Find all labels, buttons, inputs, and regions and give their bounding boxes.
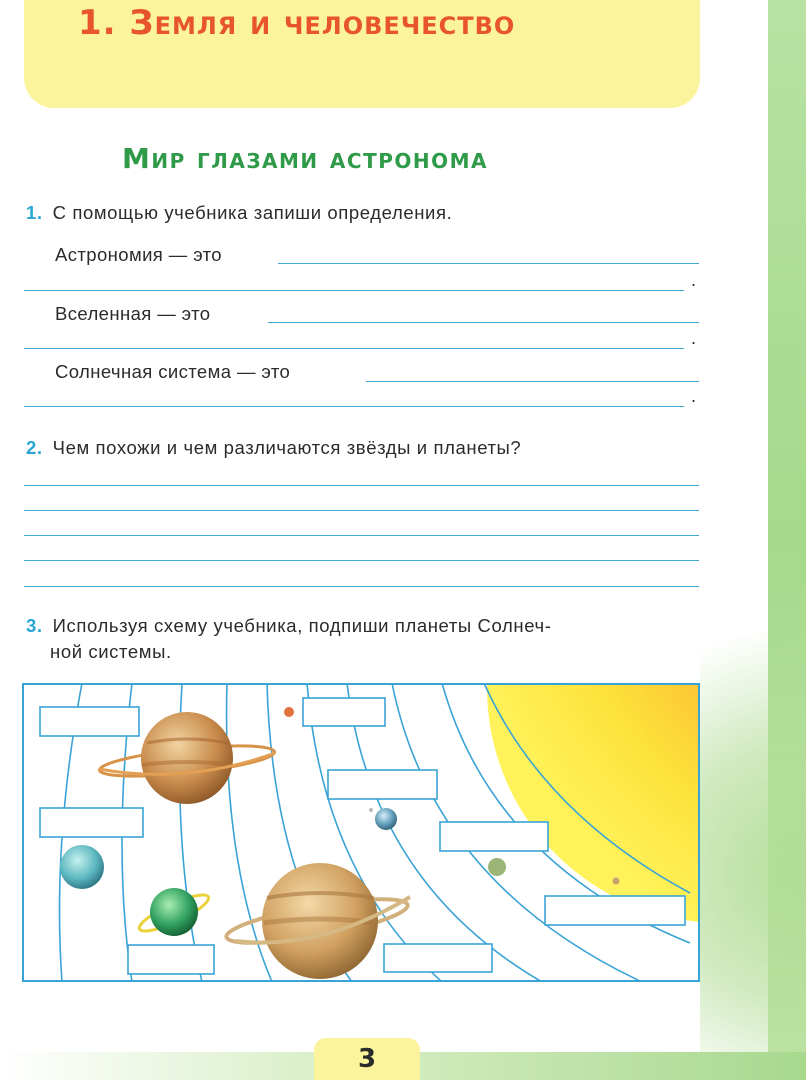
answer-line-astronomy-1[interactable]: [278, 263, 699, 264]
answer-line-astronomy-2[interactable]: [24, 290, 684, 291]
planet-mars: [284, 707, 294, 717]
solar-system-scheme: [22, 683, 701, 983]
period-universe: .: [691, 328, 697, 348]
answer-line-task2-4[interactable]: [24, 560, 699, 561]
answer-line-task2-3[interactable]: [24, 535, 699, 536]
period-astronomy: .: [691, 270, 697, 290]
task-3-text-line2: ной системы.: [50, 641, 172, 662]
moon: [369, 808, 373, 812]
task-3-text-line1: Используя схему учебника, подпиши планеты Солнеч-: [52, 615, 552, 636]
page-number: 3: [357, 1044, 377, 1074]
planet-label-box: [545, 896, 685, 925]
task-3-number: 3.: [26, 615, 43, 636]
planet-label-box: [40, 808, 143, 837]
answer-line-task2-5[interactable]: [24, 586, 699, 587]
period-solar-system: .: [691, 386, 697, 406]
answer-line-universe-2[interactable]: [24, 348, 684, 349]
chapter-header: [24, 0, 700, 108]
page-number-tab: [314, 1038, 420, 1080]
planet-label-box: [384, 944, 492, 972]
task-2-number: 2.: [26, 437, 43, 458]
definition-label-solar-system: Солнечная система — это: [55, 361, 291, 382]
planet-label-box: [440, 822, 548, 851]
planet-mercury: [613, 878, 620, 885]
answer-line-universe-1[interactable]: [268, 322, 699, 323]
answer-line-solar-system-2[interactable]: [24, 406, 684, 407]
section-title: Мир глазами астронома: [122, 142, 488, 175]
definition-label-universe: Вселенная — это: [55, 303, 211, 324]
planet-label-box: [303, 698, 385, 726]
answer-line-task2-2[interactable]: [24, 510, 699, 511]
task-3-heading: [26, 615, 551, 637]
answer-line-task2-1[interactable]: [24, 485, 699, 486]
task-2-text: Чем похожи и чем различаются звёзды и планеты?: [52, 437, 522, 458]
planet-venus: [488, 858, 506, 876]
answer-line-solar-system-1[interactable]: [366, 381, 699, 382]
task-1-text: С помощью учебника запиши определения.: [52, 202, 453, 223]
planet-uranus: [60, 845, 104, 889]
task-1-heading: [26, 202, 452, 224]
task-2-heading: [26, 437, 521, 459]
planet-label-box: [40, 707, 139, 736]
planet-label-box: [128, 945, 214, 974]
definition-label-astronomy: Астрономия — это: [55, 244, 222, 265]
task-1-number: 1.: [26, 202, 43, 223]
planet-label-box: [328, 770, 437, 799]
chapter-title: 1. Земля и человечество: [78, 3, 516, 43]
page-decor-background: [700, 560, 806, 1080]
planet-earth: [375, 808, 397, 830]
